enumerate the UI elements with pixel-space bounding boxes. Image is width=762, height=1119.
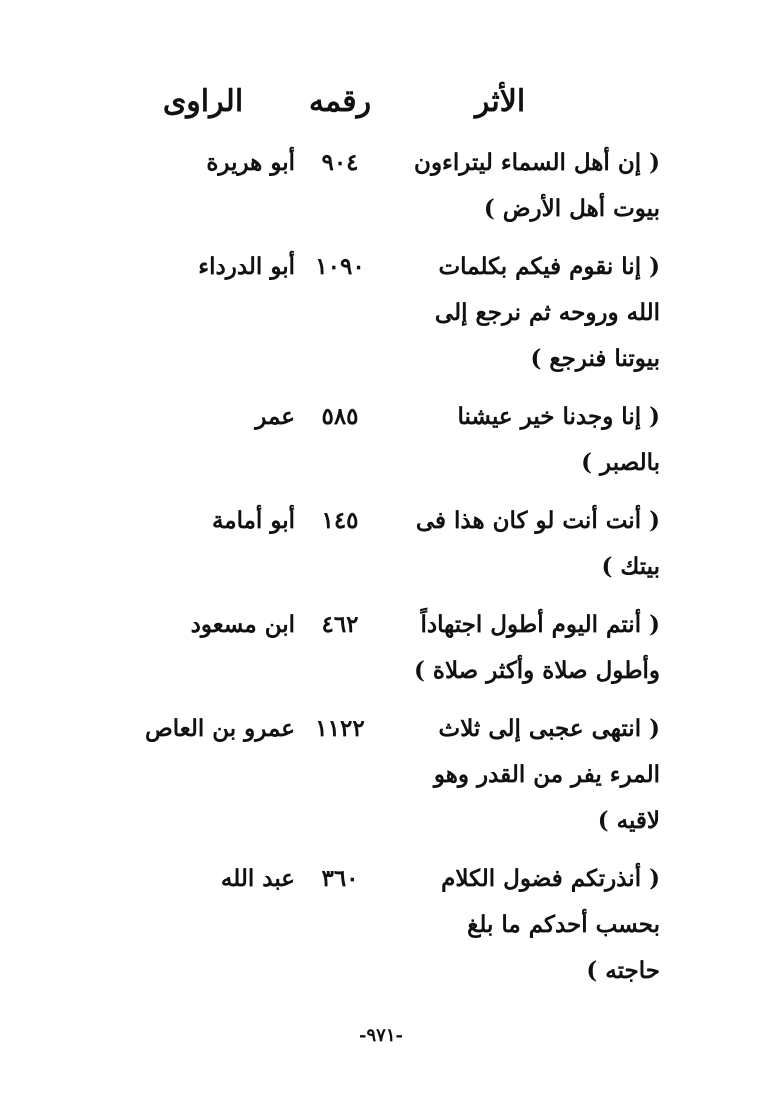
athar-text [395,394,660,486]
narrator-name: عمر [255,403,295,430]
list-item [0,706,762,844]
athar-line: ( انتهى عجبى إلى ثلاث [438,715,660,742]
athar-line: بيوتنا فنرجع ) [530,345,660,372]
athar-line: حاجته ) [586,957,660,984]
athar-number: ٩٠٤ [321,149,359,176]
list-item [0,602,762,694]
athar-text [395,140,660,232]
narrator-name: عمرو بن العاص [144,715,295,742]
athar-line: المرء يفر من القدر وهو [433,761,660,788]
table-header [0,84,762,128]
athar-text [395,244,660,382]
narrator-name: أبو أمامة [211,507,295,534]
list-item [0,394,762,486]
header-rawi: الراوى [162,84,244,119]
athar-number: ٥٨٥ [321,403,359,430]
athar-line: ( إنا وجدنا خير عيشنا [457,403,660,430]
athar-line: ( أنتم اليوم أطول اجتهاداً [420,611,660,638]
athar-line: بالصبر ) [581,449,660,476]
athar-line: بيوت أهل الأرض ) [483,195,660,222]
header-raqm: رقمه [308,84,372,119]
athar-text [395,498,660,590]
athar-line: ( أنت أنت لو كان هذا فى [415,507,660,534]
narrator-name: عبد الله [220,865,295,892]
narrator-name: ابن مسعود [190,611,295,638]
athar-text [395,856,660,994]
athar-number: ٣٦٠ [321,865,359,892]
athar-line: ( إن أهل السماء ليتراءون [414,149,660,176]
list-item [0,498,762,590]
athar-line: ( أنذرتكم فضول الكلام [441,865,660,892]
athar-text [395,706,660,844]
athar-line: ( إنا نقوم فيكم بكلمات [438,253,660,280]
page-number: -٩٧١- [359,1025,403,1046]
athar-line: وأطول صلاة وأكثر صلاة ) [414,657,660,684]
header-athar: الأثر [474,84,526,119]
athar-line: لاقيه ) [597,807,660,834]
athar-text [395,602,660,694]
athar-number: ١٠٩٠ [315,253,365,280]
list-item [0,856,762,994]
list-item [0,244,762,382]
athar-line: الله وروحه ثم نرجع إلى [434,299,660,326]
athar-number: ٤٦٢ [321,611,359,638]
athar-number: ١١٢٢ [315,715,365,742]
athar-line: بحسب أحدكم ما بلغ [467,911,660,938]
narrator-name: أبو هريرة [206,149,295,176]
athar-number: ١٤٥ [321,507,359,534]
narrator-name: أبو الدرداء [198,253,295,280]
list-item [0,140,762,232]
athar-line: بيتك ) [601,553,660,580]
